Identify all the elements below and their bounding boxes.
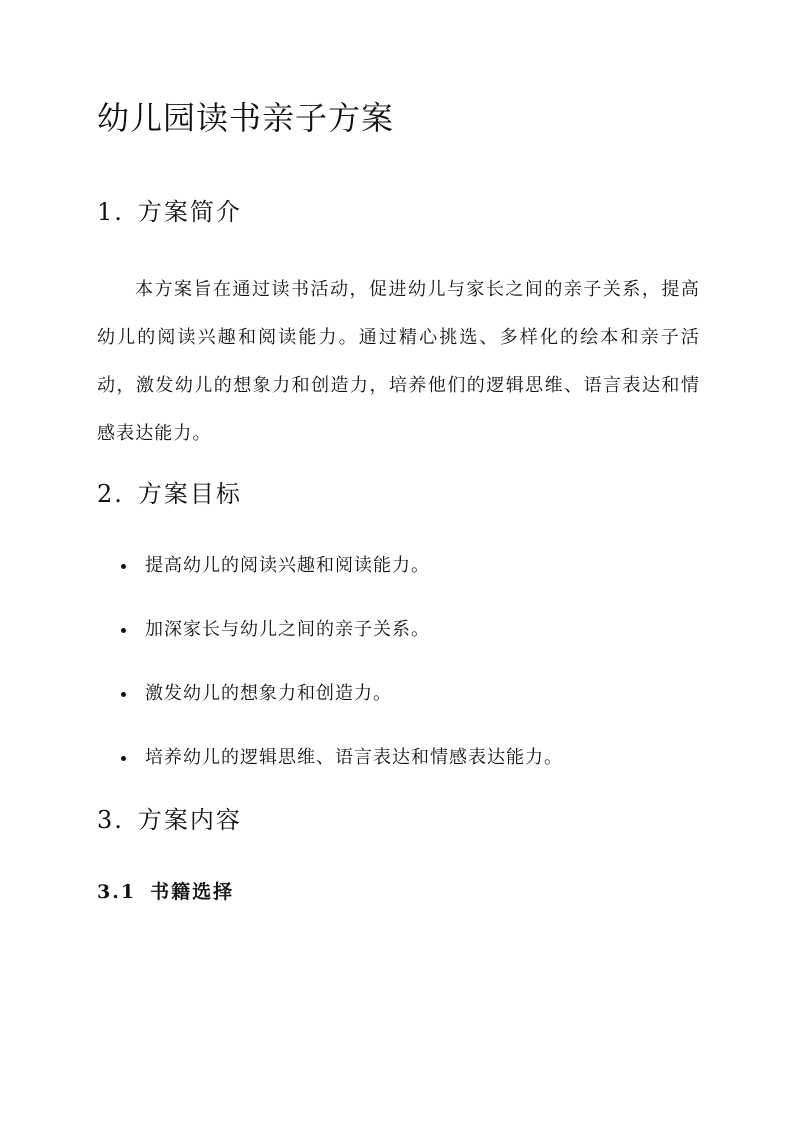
list-item bbox=[97, 612, 700, 676]
bullet-icon bbox=[121, 628, 126, 633]
list-item bbox=[97, 676, 700, 740]
section-number: 1. bbox=[97, 198, 124, 226]
list-item-text: 培养幼儿的逻辑思维、语言表达和情感表达能力。 bbox=[145, 747, 563, 768]
goals-list bbox=[97, 548, 700, 804]
section-heading-goals bbox=[97, 478, 242, 510]
list-item bbox=[97, 740, 700, 804]
section-number: 2. bbox=[97, 480, 124, 508]
list-item-text: 提高幼儿的阅读兴趣和阅读能力。 bbox=[145, 555, 430, 576]
subsection-heading bbox=[97, 878, 234, 906]
list-item-text: 加深家长与幼儿之间的亲子关系。 bbox=[145, 619, 430, 640]
section-title: 方案目标 bbox=[137, 480, 242, 508]
section-title: 方案简介 bbox=[137, 198, 242, 226]
list-item-text: 激发幼儿的想象力和创造力。 bbox=[145, 683, 392, 704]
bullet-icon bbox=[121, 756, 126, 761]
section-number: 3. bbox=[97, 806, 124, 834]
list-item bbox=[97, 548, 700, 612]
document-title: 幼儿园读书亲子方案 bbox=[97, 99, 395, 137]
bullet-icon bbox=[121, 692, 126, 697]
subsection-number: 3.1 bbox=[97, 881, 137, 903]
section-heading-intro bbox=[97, 196, 242, 228]
section-title: 方案内容 bbox=[137, 806, 242, 834]
intro-paragraph: 本方案旨在通过读书活动，促进幼儿与家长之间的亲子关系，提高幼儿的阅读兴趣和阅读能力。通过精心挑选、多样化的绘本和亲子活动，激发幼儿的想象力和创造力，培养他们的逻辑思维、语言表达和情感表达能力。 bbox=[97, 279, 700, 444]
bullet-icon bbox=[121, 564, 126, 569]
subsection-title: 书籍选择 bbox=[150, 881, 235, 903]
section-heading-content bbox=[97, 804, 242, 836]
